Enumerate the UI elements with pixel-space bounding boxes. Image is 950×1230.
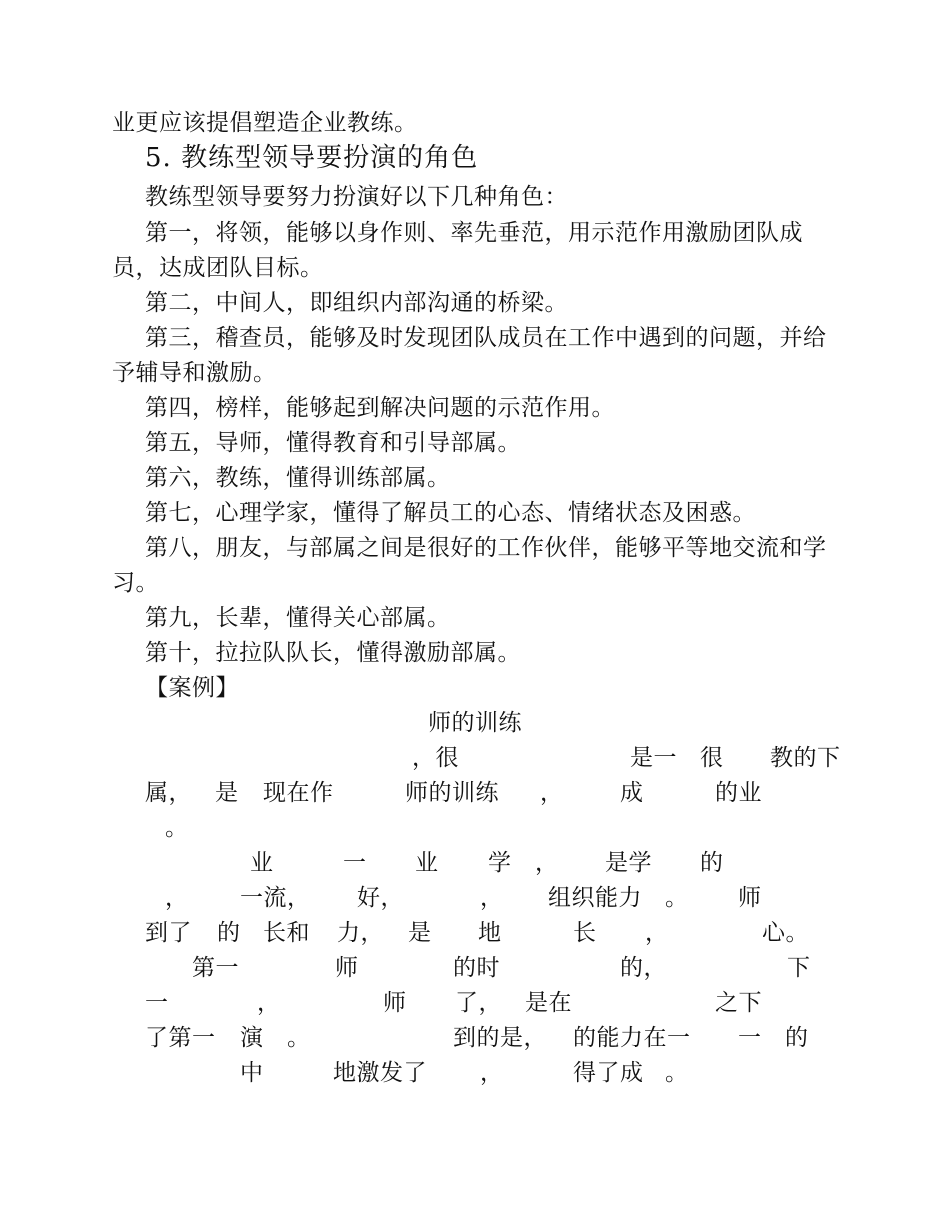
case-fragment: 是一: [630, 745, 677, 771]
case-fragment: 地激发了: [333, 1060, 427, 1086]
case-fragment: 学: [488, 850, 512, 876]
case-fragment: 到的是，: [453, 1025, 547, 1051]
case-fragment: 现在作: [263, 780, 334, 806]
case-fragment: 是在: [525, 990, 572, 1016]
case-fragment: ，: [540, 780, 564, 806]
case-fragment: 很: [700, 745, 724, 771]
case-fragment: 的: [785, 1025, 809, 1051]
case-fragment: 到了: [145, 920, 192, 946]
case-label: 【案例】: [145, 675, 239, 701]
text-line: 教练型领导要努力扮演好以下几种角色：: [145, 184, 568, 210]
case-fragment: 了，: [455, 990, 502, 1016]
case-fragment: 师: [335, 955, 359, 981]
case-fragment: 一: [738, 1025, 762, 1051]
text-line: 第三，稽查员，能够及时发现团队成员在工作中遇到的问题，并给: [145, 325, 827, 351]
case-fragment: 下: [787, 955, 811, 981]
case-fragment: 是: [215, 780, 239, 806]
case-fragment: 的，: [620, 955, 667, 981]
case-fragment: 之下: [715, 990, 762, 1016]
text-line: 第八，朋友，与部属之间是很好的工作伙伴，能够平等地交流和学: [145, 535, 827, 561]
text-line: 第四，榜样，能够起到解决问题的示范作用。: [145, 395, 615, 421]
case-fragment: 业: [415, 850, 439, 876]
case-fragment: 的时: [453, 955, 500, 981]
case-fragment: 是: [408, 920, 432, 946]
case-fragment: 。: [665, 1060, 689, 1086]
case-fragment: 一: [145, 990, 169, 1016]
case-fragment: 得了成: [573, 1060, 644, 1086]
case-fragment: 第一: [192, 955, 239, 981]
text-line: 习。: [112, 570, 159, 596]
text-line: 第一，将领，能够以身作则、率先垂范，用示范作用激励团队成: [145, 220, 803, 246]
case-fragment: 成: [620, 780, 644, 806]
case-fragment: 属，: [145, 780, 192, 806]
case-fragment: 是学: [605, 850, 652, 876]
case-fragment: 。: [665, 885, 689, 911]
case-fragment: 组织能力: [548, 885, 642, 911]
text-line: 第十，拉拉队队长，懂得激励部属。: [145, 640, 521, 666]
text-line: 业更应该提倡塑造企业教练。: [112, 110, 418, 136]
case-fragment: 长: [573, 920, 597, 946]
case-fragment: 演: [240, 1025, 264, 1051]
case-fragment: 师的训练: [405, 780, 499, 806]
section-heading: 5. 教练型领导要扮演的角色: [145, 143, 479, 173]
text-line: 第九，长辈，懂得关心部属。: [145, 605, 451, 631]
case-fragment: ，: [480, 1060, 504, 1086]
case-fragment: 。: [287, 1025, 311, 1051]
case-fragment: 心。: [762, 920, 809, 946]
case-fragment: ，: [535, 850, 559, 876]
case-fragment: ，: [165, 885, 189, 911]
case-title: 师的训练: [428, 710, 522, 736]
case-fragment: 中: [240, 1060, 264, 1086]
case-fragment: 的能力在一: [573, 1025, 691, 1051]
case-fragment: 教的下: [770, 745, 841, 771]
case-fragment: 。: [165, 815, 189, 841]
text-line: 第七，心理学家，懂得了解员工的心态、情绪状态及困惑。: [145, 500, 756, 526]
case-fragment: 好，: [357, 885, 404, 911]
text-line: 予辅导和激励。: [112, 360, 277, 386]
case-fragment: 长和: [263, 920, 310, 946]
case-fragment: 的: [217, 920, 241, 946]
text-line: 第五，导师，懂得教育和引导部属。: [145, 430, 521, 456]
case-fragment: 师: [383, 990, 407, 1016]
case-fragment: ，: [480, 885, 504, 911]
case-fragment: 了第一: [145, 1025, 216, 1051]
case-fragment: ，很: [412, 745, 459, 771]
case-fragment: 地: [478, 920, 502, 946]
case-fragment: 力，: [337, 920, 384, 946]
text-line: 员，达成团队目标。: [112, 255, 324, 281]
case-fragment: 业: [250, 850, 274, 876]
case-fragment: 一流，: [240, 885, 311, 911]
case-fragment: 的业: [715, 780, 762, 806]
text-line: 第二，中间人，即组织内部沟通的桥梁。: [145, 290, 568, 316]
case-fragment: ，: [257, 990, 281, 1016]
text-line: 第六，教练，懂得训练部属。: [145, 465, 451, 491]
case-fragment: 一: [343, 850, 367, 876]
case-fragment: 的: [700, 850, 724, 876]
case-fragment: 师: [738, 885, 762, 911]
case-fragment: ，: [645, 920, 669, 946]
